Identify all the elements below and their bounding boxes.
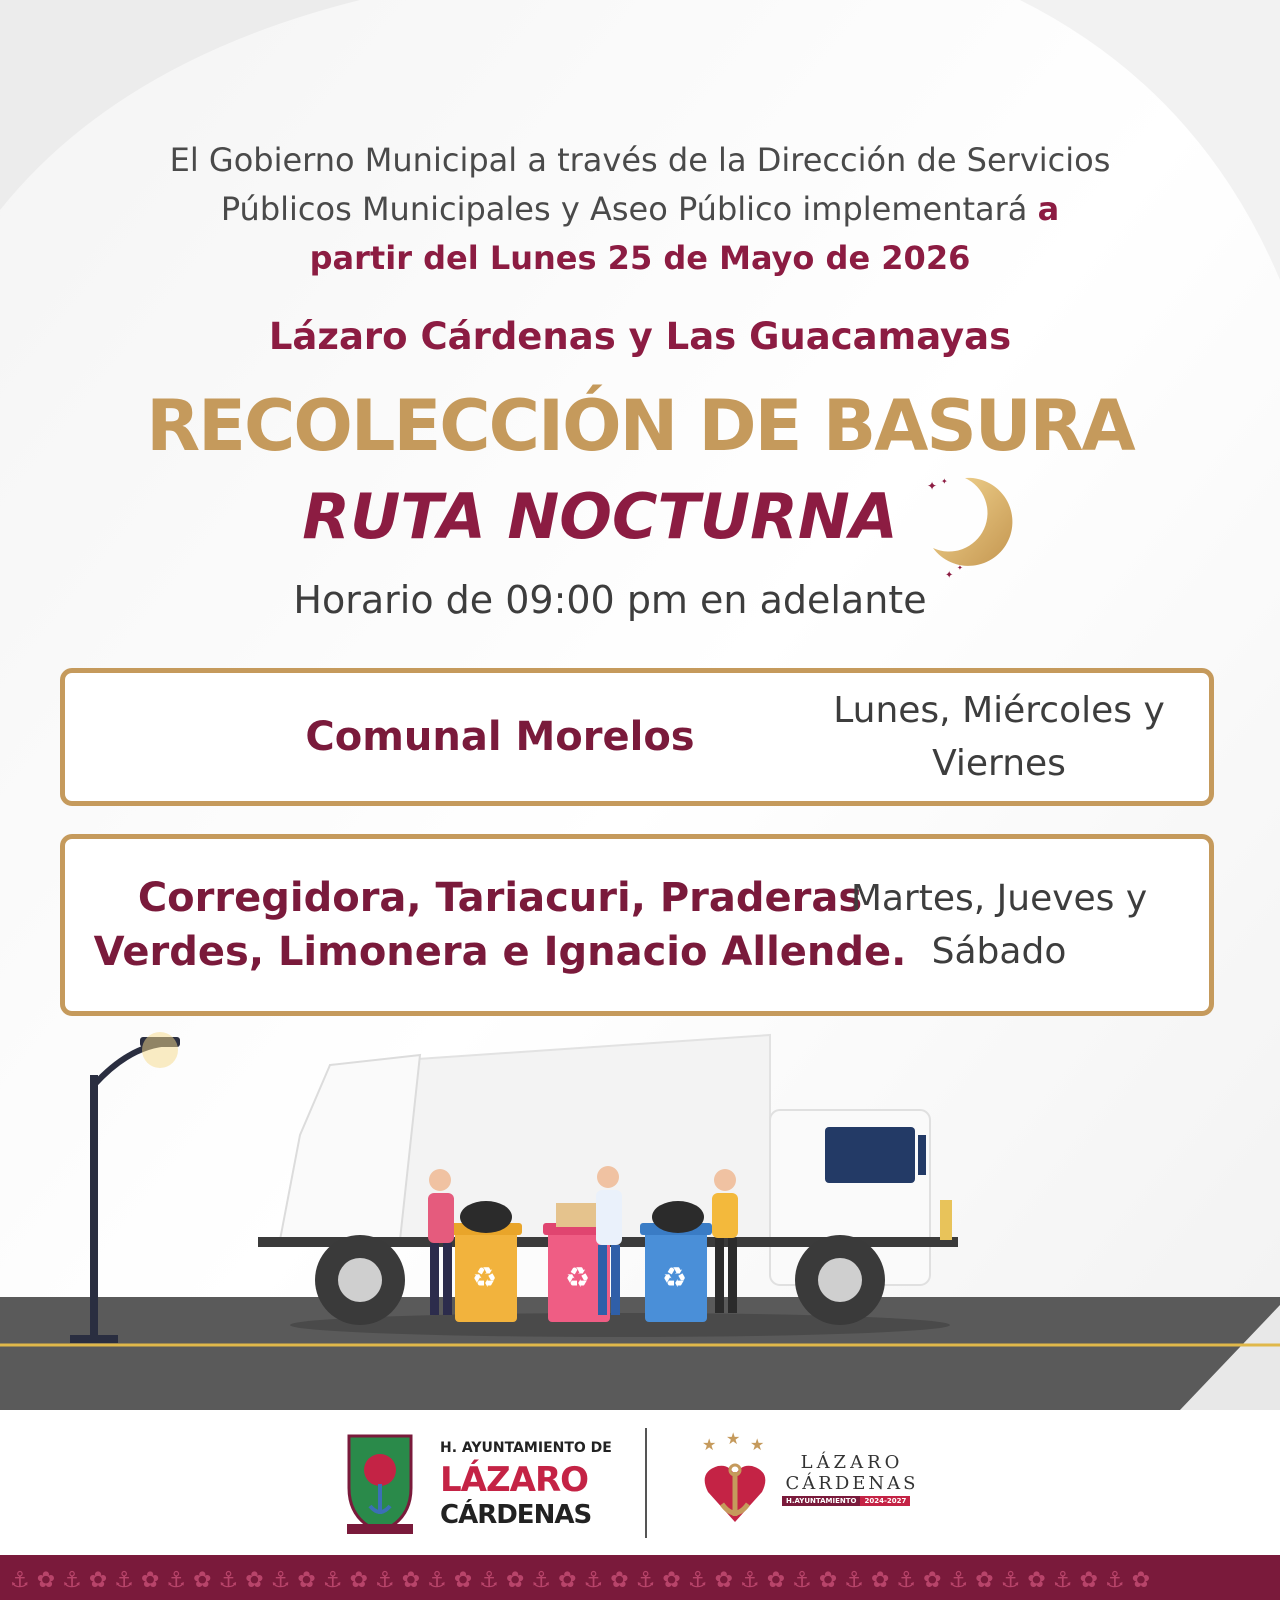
intro-highlight-a: a — [1037, 190, 1060, 228]
recycle-icon: ♻ — [662, 1261, 688, 1294]
route-card-1 — [60, 668, 1214, 806]
route-card-2 — [60, 834, 1214, 1016]
cardenas-label: CÁRDENAS — [440, 1500, 592, 1530]
svg-text:★: ★ — [702, 1435, 717, 1454]
route-place-1: Comunal Morelos — [305, 714, 695, 760]
ayuntamiento-label: H. AYUNTAMIENTO DE — [440, 1440, 612, 1456]
footer-divider — [645, 1428, 647, 1538]
moon-icon — [925, 470, 1025, 590]
route-days-2: Martes, Jueves y Sábado — [850, 878, 1148, 972]
schedule-text: Horario de 09:00 pm en adelante — [293, 578, 927, 622]
route-days-1: Lunes, Miércoles y Viernes — [833, 690, 1165, 784]
yellow-bin — [450, 1201, 522, 1322]
svg-text:⚓ ✿ ⚓ ✿ ⚓ ✿ ⚓ ✿ ⚓ ✿ ⚓ ✿ ⚓ ✿ ⚓: ⚓ ✿ ⚓ ✿ ⚓ ✿ ⚓ ✿ ⚓ ✿ ⚓ ✿ ⚓ ✿ ⚓ ✿ ⚓ ✿ ⚓ ✿ ⚓ ✿ ⚓ ✿ ⚓ ✿ ⚓ ✿ ⚓ ✿ ⚓ ✿ ⚓ ✿ ⚓ ✿ ⚓ ✿ ⚓ ✿ ⚓ ✿ ⚓ ✿ — [10, 1568, 1151, 1593]
brand-line-2: CÁRDENAS — [785, 1473, 919, 1494]
svg-text:✦: ✦ — [941, 477, 948, 486]
recycle-icon: ♻ — [472, 1261, 498, 1294]
brand-wordmark — [782, 1452, 922, 1506]
night-route-title: RUTA NOCTURNA — [302, 480, 898, 553]
intro-start-date: partir del Lunes 25 de Mayo de 2026 — [309, 239, 971, 277]
svg-text:✦: ✦ — [957, 564, 963, 572]
lazaro-label: LÁZARO — [440, 1460, 589, 1500]
recycle-icon: ♻ — [565, 1261, 591, 1294]
anchor-heart-logo — [700, 1432, 770, 1532]
svg-text:✦: ✦ — [945, 570, 954, 581]
subtitle-localities: Lázaro Cárdenas y Las Guacamayas — [268, 315, 1012, 358]
intro-line-2: Públicos Municipales y Aseo Público implementará — [220, 190, 1028, 228]
footer — [0, 1410, 1280, 1555]
municipal-shield-logo — [343, 1428, 417, 1540]
svg-text:★: ★ — [726, 1432, 741, 1448]
route-place-2: Corregidora, Tariacuri, Praderas Verdes, Limonera e Ignacio Allende. — [93, 875, 907, 975]
brand-tag-left: H.AYUNTAMIENTO — [782, 1496, 860, 1506]
brand-line-1: LÁZARO — [800, 1452, 904, 1473]
intro-line-1: El Gobierno Municipal a través de la Dirección de Servicios — [169, 141, 1111, 179]
main-title: RECOLECCIÓN DE BASURA — [146, 385, 1134, 467]
street-lamp — [70, 1032, 180, 1343]
brand-tag-right: 2024-2027 — [860, 1496, 910, 1506]
intro-text — [120, 136, 1160, 283]
decorative-band — [0, 1555, 1280, 1600]
svg-text:✦: ✦ — [927, 479, 938, 493]
garbage-truck-illustration — [0, 1025, 1280, 1410]
svg-text:★: ★ — [750, 1435, 765, 1454]
